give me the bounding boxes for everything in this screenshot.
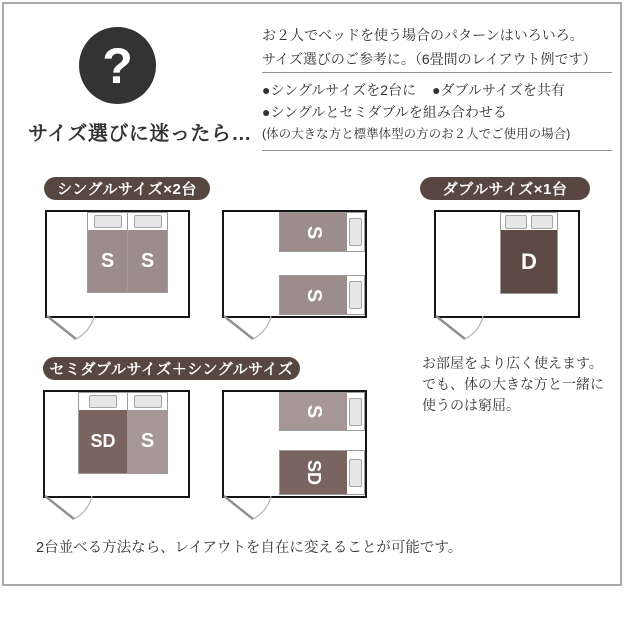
bed-label: D (521, 248, 537, 274)
door-icon (435, 315, 487, 343)
label-double-x1: ダブルサイズ×1台 (420, 177, 590, 200)
bed-body (280, 451, 347, 494)
room-plan-singles-split (222, 210, 367, 318)
bed-head (128, 213, 167, 230)
bed-label: S (303, 404, 325, 419)
room-plan-sd-s-side (43, 390, 190, 498)
bed-body (280, 393, 347, 430)
pillow-icon (89, 395, 117, 408)
intro-line-2: サイズ選びのご参考に。（6畳間のレイアウト例です） (262, 51, 597, 67)
bed-body (501, 230, 557, 293)
bed-single-rotated (279, 212, 365, 252)
pillow-icon (94, 215, 122, 228)
bed-head (79, 393, 127, 410)
bed-head (88, 213, 127, 230)
room-plan-singles-side (45, 210, 190, 318)
bed-label: S (140, 430, 155, 452)
question-circle-icon (79, 27, 156, 104)
bed-head (347, 213, 364, 251)
bed-label: SD (303, 459, 324, 486)
bed-head (347, 451, 364, 494)
bed-single-rotated (279, 275, 365, 315)
bed-single (87, 212, 128, 293)
bed-head (501, 213, 557, 230)
pattern-bullets (262, 79, 614, 145)
pillow-icon (349, 398, 362, 426)
bed-single (127, 392, 168, 474)
bullet-double-share: ●ダブルサイズを共有 (432, 82, 565, 98)
bed-head (128, 393, 167, 410)
pillow-icon (349, 281, 362, 309)
room-plan-sd-s-split (222, 390, 367, 498)
bullet-row-1 (262, 79, 614, 101)
label-semidouble-single: セミダブルサイズ＋シングルサイズ (43, 357, 300, 380)
intro-text (262, 23, 614, 71)
bed-semi-double-rotated (279, 450, 365, 495)
pillow-icon (531, 215, 553, 229)
caption-line-3: 使うのは窮屈。 (422, 397, 520, 413)
bed-semi-double (78, 392, 128, 474)
bed-body (280, 276, 347, 314)
bed-label: SD (90, 431, 116, 451)
bed-head (347, 276, 364, 314)
pillow-icon (349, 459, 362, 487)
pillow-icon (134, 395, 162, 408)
bed-single (127, 212, 168, 293)
label-single-x2: シングルサイズ×2台 (44, 177, 210, 200)
divider (262, 150, 612, 151)
divider (262, 72, 612, 73)
bullet-note: (体の大きな方と標準体型の方のお２人でご使用の場合) (262, 127, 571, 141)
bed-body (79, 410, 127, 473)
room-plan-double (434, 210, 580, 318)
question-mark: ? (102, 37, 133, 94)
footer-note: 2台並べる方法なら、レイアウトを自在に変えることが可能です。 (36, 540, 463, 556)
caption-line-2: でも、体の大きな方と一緒に (422, 376, 604, 392)
bed-body (280, 213, 347, 251)
bed-body (128, 410, 167, 473)
bed-label: S (140, 249, 155, 272)
bullet-row-2: ●シングルとセミダブルを組み合わせる (262, 104, 507, 120)
door-icon (223, 495, 275, 523)
bed-body (88, 230, 127, 292)
bed-single-rotated (279, 392, 365, 431)
bed-double (500, 212, 558, 294)
intro-line-1: お２人でベッドを使う場合のパターンはいろいろ。 (262, 27, 584, 43)
pillow-icon (349, 218, 362, 246)
bed-label: S (100, 249, 115, 272)
door-icon (223, 315, 275, 343)
bed-label: S (303, 288, 325, 302)
page-title: サイズ選びに迷ったら… (28, 123, 252, 145)
bed-body (128, 230, 167, 292)
door-icon (46, 315, 98, 343)
pillow-icon (134, 215, 162, 228)
bullet-single-x2: ●シングルサイズを2台に (262, 82, 417, 98)
bed-label: S (303, 225, 325, 239)
double-caption (422, 353, 622, 416)
door-icon (44, 495, 96, 523)
bed-head (347, 393, 364, 430)
caption-line-1: お部屋をより広く使えます。 (422, 355, 603, 371)
pillow-icon (505, 215, 527, 229)
